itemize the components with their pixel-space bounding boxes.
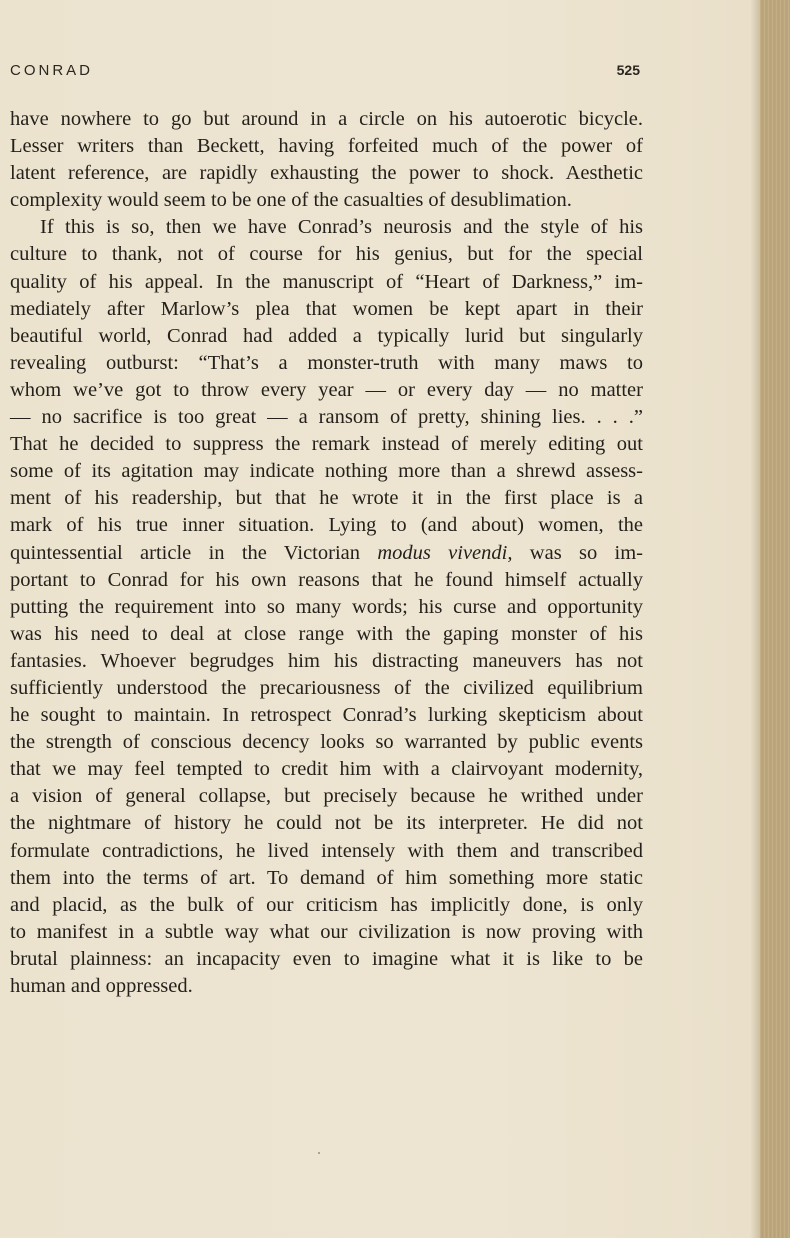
text-line: beautiful world, Conrad had added a typically lurid but singularly — [10, 324, 643, 347]
body-text — [10, 106, 643, 1000]
text-line: that we may feel tempted to credit him with a clairvoyant modernity, — [10, 758, 643, 781]
text-line: he sought to maintain. In retrospect Conrad’s lurking skepticism about — [10, 704, 643, 727]
italic-phrase: modus vivendi, — [377, 541, 513, 564]
text-line: — no sacrifice is too great — a ransom of pretty, shining lies. . . .” — [10, 406, 643, 429]
text-line: to manifest in a subtle way what our civilization is now proving with — [10, 920, 643, 943]
page-header — [10, 62, 640, 84]
text-line: whom we’ve got to throw every year — or every day — no matter — [10, 378, 643, 401]
text-line: and placid, as the bulk of our criticism has implicitly done, is only — [10, 893, 643, 916]
text-line: brutal plainness: an incapacity even to imagine what it is like to be — [10, 947, 643, 970]
text-line: mark of his true inner situation. Lying to (and about) women, the — [10, 514, 643, 537]
text-line: some of its agitation may indicate nothing more than a shrewd assess- — [10, 460, 643, 483]
paper-speck — [318, 1152, 320, 1154]
text-line: Lesser writers than Beckett, having forfeited much of the power of — [10, 135, 643, 158]
text-line: formulate contradictions, he lived intensely with them and transcribed — [10, 839, 643, 862]
text-line: ment of his readership, but that he wrote it in the first place is a — [10, 487, 643, 510]
text-line: have nowhere to go but around in a circle on his autoerotic bicycle. — [10, 108, 643, 130]
paragraph-end-line: human and oppressed. — [10, 975, 193, 997]
text-line: putting the requirement into so many words; his curse and opportunity — [10, 595, 643, 618]
line-suffix: was so im- — [512, 541, 643, 564]
text-line: culture to thank, not of course for his genius, but for the special — [10, 243, 643, 266]
gutter-shadow — [750, 0, 760, 1238]
text-line: the strength of conscious decency looks so warranted by public events — [10, 731, 643, 754]
paragraph-start-line: If this is so, then we have Conrad’s neurosis and the style of his — [40, 216, 643, 239]
text-line: fantasies. Whoever begrudges him his distracting maneuvers has not — [10, 649, 643, 672]
text-line: quality of his appeal. In the manuscript of “Heart of Darkness,” im- — [10, 270, 643, 293]
text-line-with-italic — [10, 540, 643, 567]
text-line: That he decided to suppress the remark instead of merely editing out — [10, 433, 643, 456]
page-number: 525 — [616, 62, 640, 78]
text-line: portant to Conrad for his own reasons that he found himself actually — [10, 568, 643, 591]
line-prefix: quintessential article in the Victorian — [10, 541, 378, 564]
text-line: latent reference, are rapidly exhausting the power to shock. Aesthetic — [10, 162, 643, 185]
text-line: sufficiently understood the precariousness of the civilized equilibrium — [10, 676, 643, 699]
page-edge-stack — [760, 0, 790, 1238]
text-line: revealing outburst: “That’s a monster-truth with many maws to — [10, 351, 643, 374]
text-line: a vision of general collapse, but precisely because he writhed under — [10, 785, 643, 808]
paragraph-end-line: complexity would seem to be one of the casualties of desublimation. — [10, 189, 572, 212]
text-line: was his need to deal at close range with the gaping monster of his — [10, 622, 643, 645]
text-line: them into the terms of art. To demand of him something more static — [10, 866, 643, 889]
running-head: CONRAD — [10, 62, 94, 79]
text-line: mediately after Marlow’s plea that women be kept apart in their — [10, 297, 643, 320]
text-line: the nightmare of history he could not be its interpreter. He did not — [10, 812, 643, 835]
